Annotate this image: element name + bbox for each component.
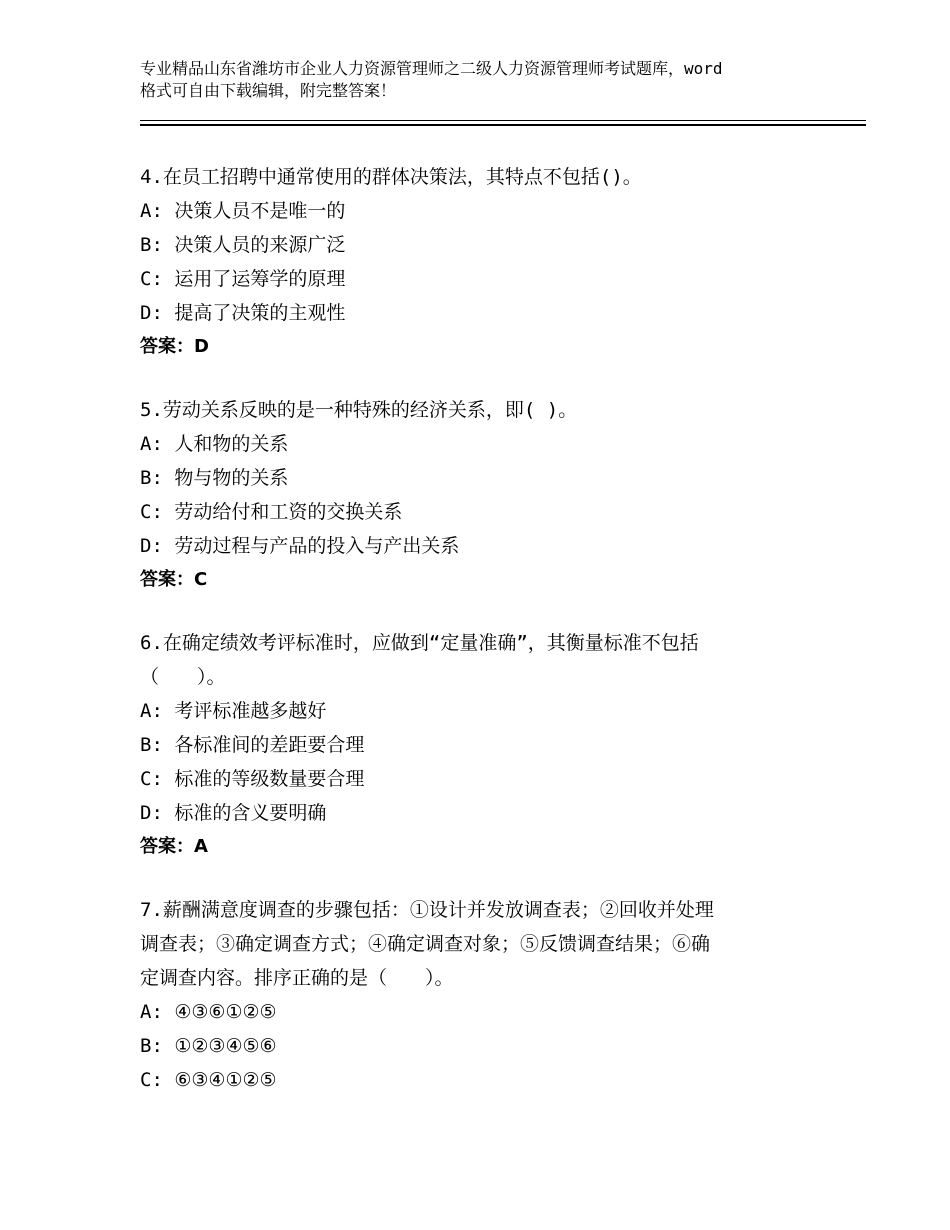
question-stem-line: （ ）。 — [140, 666, 226, 688]
option-key: A: — [140, 700, 163, 722]
option-text: 决策人员的来源广泛 — [174, 234, 346, 256]
option-key: B: — [140, 1035, 163, 1057]
answer-key: 答案：C — [140, 569, 208, 590]
option-gap — [163, 194, 174, 228]
option-key: C: — [140, 268, 163, 290]
option-gap — [163, 296, 174, 330]
option-gap — [163, 1063, 174, 1097]
question-stem-line: 定调查内容。排序正确的是（ ）。 — [140, 967, 454, 989]
option-key: C: — [140, 501, 163, 523]
question-stem-line: 6.在确定绩效考评标准时，应做到“定量准确”，其衡量标准不包括 — [140, 632, 699, 654]
option-gap — [163, 228, 174, 262]
answer-option — [140, 495, 810, 529]
answer-option — [140, 1063, 810, 1097]
question-stem — [140, 626, 810, 694]
question-stem-line: 5.劳动关系反映的是一种特殊的经济关系，即( )。 — [140, 399, 578, 421]
option-gap — [163, 461, 174, 495]
question-list — [140, 160, 810, 1126]
question-stem-line: 调查表；③确定调查方式；④确定调查对象；⑤反馈调查结果；⑥确 — [140, 933, 711, 955]
answer-option — [140, 694, 810, 728]
option-gap — [163, 796, 174, 830]
question-stem-line: 7.薪酬满意度调查的步骤包括：①设计并发放调查表；②回收并处理 — [140, 899, 714, 921]
question-stem-line: 4.在员工招聘中通常使用的群体决策法，其特点不包括()。 — [140, 166, 642, 188]
question-stem — [140, 893, 810, 995]
option-text: ⑥③④①②⑤ — [174, 1069, 277, 1091]
option-gap — [163, 529, 174, 563]
answer-option — [140, 228, 810, 262]
option-gap — [163, 1029, 174, 1063]
option-text: 提高了决策的主观性 — [174, 302, 346, 324]
question-2 — [140, 393, 810, 597]
option-text: 人和物的关系 — [174, 433, 289, 455]
option-text: 标准的含义要明确 — [174, 802, 327, 824]
option-gap — [163, 762, 174, 796]
answer-key: 答案：D — [140, 336, 209, 357]
option-key: A: — [140, 1001, 163, 1023]
option-key: D: — [140, 802, 163, 824]
answer-option — [140, 529, 810, 563]
answer-option — [140, 262, 810, 296]
option-gap — [163, 694, 174, 728]
option-text: 物与物的关系 — [174, 467, 289, 489]
option-key: C: — [140, 768, 163, 790]
option-key: D: — [140, 302, 163, 324]
header-rule-thin — [140, 120, 866, 121]
question-stem — [140, 393, 810, 427]
option-key: A: — [140, 433, 163, 455]
answer-option — [140, 1029, 810, 1063]
option-text: ①②③④⑤⑥ — [174, 1035, 277, 1057]
answer-option — [140, 461, 810, 495]
question-stem — [140, 160, 810, 194]
option-key: D: — [140, 535, 163, 557]
answer-option — [140, 194, 810, 228]
answer-option — [140, 762, 810, 796]
answer-key: 答案：A — [140, 836, 208, 857]
answer-option — [140, 995, 810, 1029]
answer-option — [140, 296, 810, 330]
option-text: ④③⑥①②⑤ — [174, 1001, 277, 1023]
option-text: 各标准间的差距要合理 — [174, 734, 365, 756]
option-gap — [163, 995, 174, 1029]
question-4 — [140, 893, 810, 1097]
option-gap — [163, 262, 174, 296]
option-text: 劳动给付和工资的交换关系 — [174, 501, 403, 523]
option-key: B: — [140, 734, 163, 756]
option-gap — [163, 728, 174, 762]
option-key: B: — [140, 234, 163, 256]
option-text: 考评标准越多越好 — [174, 700, 327, 722]
header-rule-thick — [140, 124, 866, 126]
option-gap — [163, 427, 174, 461]
option-key: B: — [140, 467, 163, 489]
option-text: 劳动过程与产品的投入与产出关系 — [174, 535, 460, 557]
question-3 — [140, 626, 810, 864]
answer-option — [140, 796, 810, 830]
document-header — [140, 58, 860, 102]
question-1 — [140, 160, 810, 364]
option-key: A: — [140, 200, 163, 222]
header-line-2: 格式可自由下载编辑，附完整答案！ — [140, 81, 397, 100]
option-text: 运用了运筹学的原理 — [174, 268, 346, 290]
option-text: 决策人员不是唯一的 — [174, 200, 346, 222]
option-gap — [163, 495, 174, 529]
answer-option — [140, 728, 810, 762]
answer-option — [140, 427, 810, 461]
option-key: C: — [140, 1069, 163, 1091]
option-text: 标准的等级数量要合理 — [174, 768, 365, 790]
header-line-1: 专业精品山东省潍坊市企业人力资源管理师之二级人力资源管理师考试题库，word — [140, 59, 723, 78]
